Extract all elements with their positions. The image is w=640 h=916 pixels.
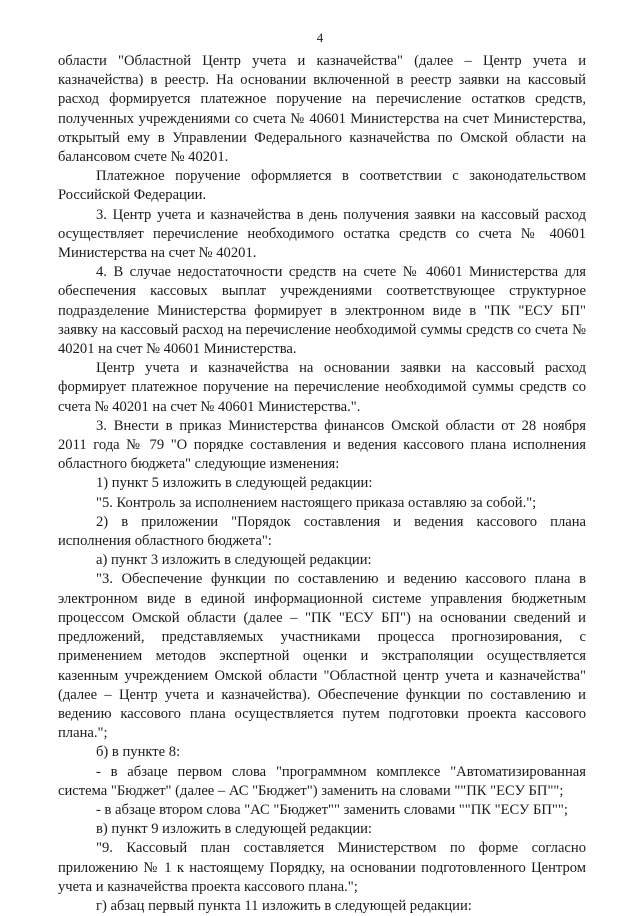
paragraph-1: области "Областной Центр учета и казначейства" (далее – Центр учета и казначейства) в реестр. На основании включенной в реестр заявки на кассовый расход формируется платежное поручение на перечисление остатков средств, полученных учреждениями со счета № 40601 Министерства на счет Министерства, открытый ему в Управлении Федерального казначейства по Омской области на балансовом счете № 40201. (58, 53, 586, 166)
paragraph-11: "3. Обеспечение функции по составлению и ведению кассового плана в электронном виде в единой информационной системе управления бюджетным процессом Омской области (далее – "ПК "ЕСУ БП") на основании сведений и предложений, представляемых участниками процесса прогнозирования, с применением методов экспертной оценки и экстраполяции осуществляется казенным учреждением Омской области "Областной центр учета и казначейства" (далее – Центр учета и казначейства). Обеспечение функции по составлению и ведению кассового плана осуществляется путем подготовки проекта кассового плана."; (58, 571, 586, 742)
paragraph-9: 2) в приложении "Порядок составления и ведения кассового плана исполнения областного бюджета": (58, 513, 586, 550)
document-body (58, 52, 586, 916)
paragraph-17: г) абзац первый пункта 11 изложить в следующей редакции: (96, 897, 472, 914)
paragraph-2: Платежное поручение оформляется в соответствии с законодательством Российской Федерации. (58, 168, 586, 204)
paragraph-3: 3. Центр учета и казначейства в день получения заявки на кассовый расход осуществляет перечисление необходимого остатка средств со счета № 40601 Министерства на счет № 40201. (58, 206, 586, 262)
paragraph-10: а) пункт 3 изложить в следующей редакции: (96, 552, 372, 569)
paragraph-16: "9. Кассовый план составляется Министерством по форме согласно приложению № 1 к настоящему Порядку, на основании подготовленного Центром учета и казначейства проекта кассового плана."; (58, 840, 586, 895)
paragraph-15: в) пункт 9 изложить в следующей редакции: (96, 821, 372, 838)
paragraph-7: 1) пункт 5 изложить в следующей редакции: (96, 475, 373, 492)
paragraph-14: - в абзаце втором слова "АС "Бюджет"" заменить словами ""ПК "ЕСУ БП""; (96, 801, 568, 818)
paragraph-6: 3. Внести в приказ Министерства финансов Омской области от 28 ноября 2011 года № 79 "О порядке составления и ведения кассового плана исполнения областного бюджета" следующие изменения: (58, 417, 586, 473)
paragraph-5: Центр учета и казначейства на основании заявки на кассовый расход формирует платежное поручение на перечисление необходимой суммы средств со счета № 40201 на счет № 40601 Министерства.". (58, 360, 586, 415)
page-number: 4 (316, 30, 324, 45)
paragraph-4: 4. В случае недостаточности средств на счете № 40601 Министерства для обеспечения кассовых выплат учреждениями соответствующее структурное подразделение Министерства формирует в электронном виде в "ПК "ЕСУ БП" заявку на кассовый расход на перечисление необходимой суммы средств со счета № 40201 на счет № 40601 Министерства. (58, 264, 586, 358)
paragraph-12: б) в пункте 8: (96, 744, 181, 761)
paragraph-8: "5. Контроль за исполнением настоящего приказа оставляю за собой."; (96, 494, 537, 511)
paragraph-13: - в абзаце первом слова "программном комплексе "Автоматизированная система "Бюджет" (далее – АС "Бюджет") заменить на словами ""ПК "ЕСУ БП""; (58, 763, 586, 799)
